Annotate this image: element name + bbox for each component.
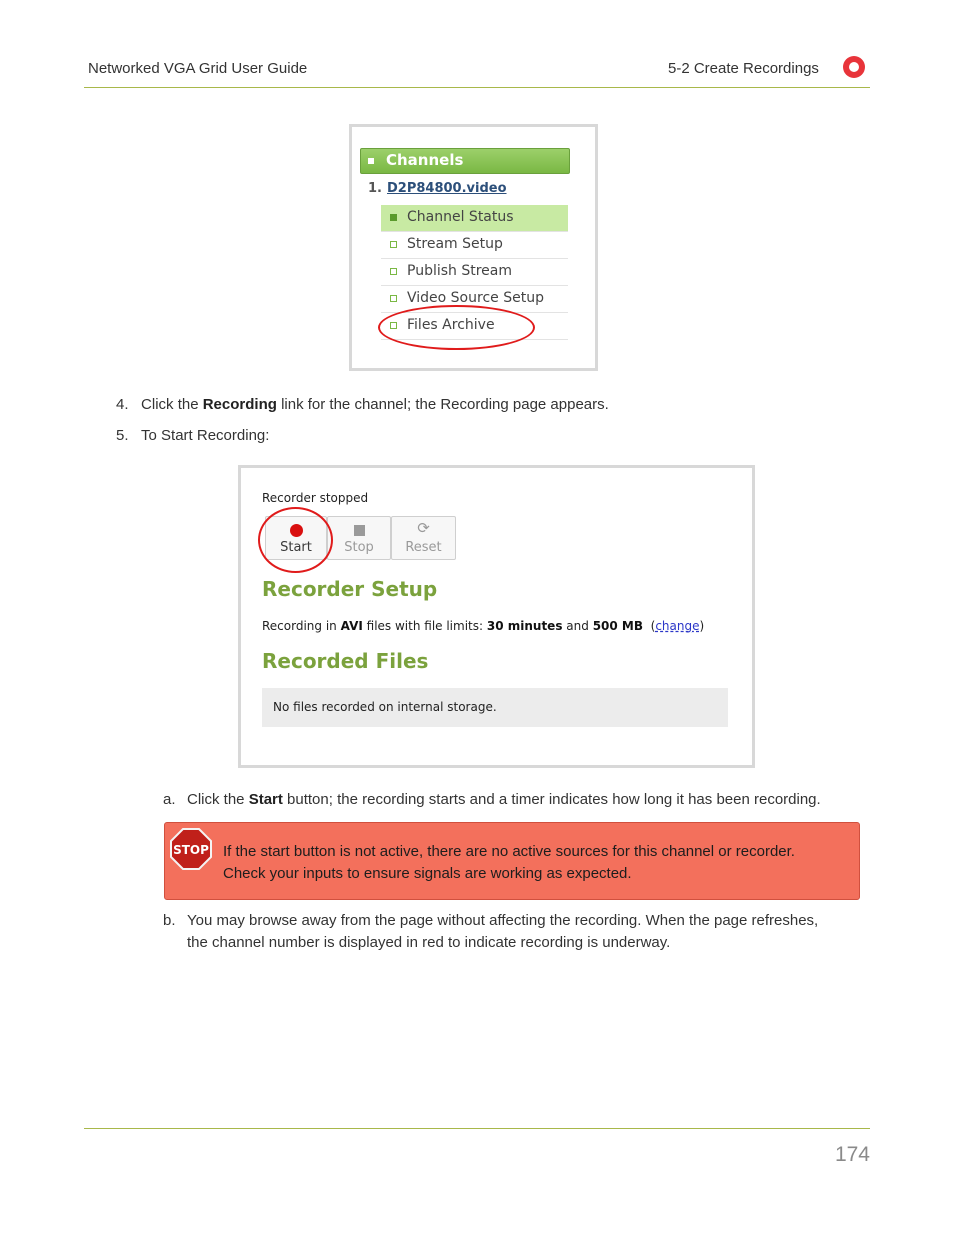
step-text: To Start Recording: [141,427,270,444]
recorded-files-panel [262,688,728,727]
svg-text:STOP: STOP [173,843,209,857]
step-number: 4. [116,396,129,413]
menu-item-publish-stream[interactable] [381,259,568,286]
page-number: 174 [834,1143,870,1166]
recorder-screenshot [238,465,755,768]
square-bullet-icon [390,214,397,221]
step-text: Click the [141,396,203,413]
step-5 [116,427,269,444]
menu-item-label: Files Archive [407,317,495,333]
menu-item-label: Publish Stream [407,263,513,279]
substep-letter: b. [163,912,176,929]
square-bullet-icon [390,268,397,275]
record-icon [842,55,866,79]
refresh-icon: ⟳ [417,519,430,537]
step-number: 5. [116,427,129,444]
menu-item-label: Stream Setup [407,236,503,252]
recorded-files-heading: Recorded Files [262,649,429,673]
warning-text: If the start button is not active, there are no active sources for this channel or recorder. Check your inputs to ensure signals are working as expected. [223,843,795,882]
channels-menu-header [360,148,570,174]
substep-letter: a. [163,791,176,808]
document-title: Networked VGA Grid User Guide [88,60,308,77]
highlight-ellipse [378,305,535,350]
menu-item-label: Channel Status [407,209,514,225]
footer-divider [84,1128,870,1129]
substep-b-text: You may browse away from the page without affecting the recording. When the page refreshes, the channel number is displayed in red to indicate recording is underway. [187,912,819,951]
reset-button[interactable] [391,516,456,560]
substep-a-text: Click the Start button; the recording starts and a timer indicates how long it has been recording. [187,791,821,808]
channel-number: 1. [368,181,382,196]
no-files-message: No files recorded on internal storage. [273,700,497,714]
square-bullet-icon [390,295,397,302]
step-text: link for the channel; the Recording page appears. [276,396,609,413]
substep-a [163,789,176,811]
highlight-ellipse [258,507,333,573]
substep-b [163,910,176,932]
channels-menu-screenshot [349,124,598,371]
recording-settings: Recording in AVI files with file limits: 30 minutes and 500 MB (change) [262,619,705,633]
square-bullet-icon [368,158,374,164]
stop-sign-icon [170,828,212,870]
step-bold-text: Recording [202,396,277,413]
section-title: 5-2 Create Recordings [668,60,819,77]
channels-menu-title: Channels [386,151,464,169]
change-link[interactable]: change [655,619,700,633]
stop-button-label: Stop [344,540,374,555]
recorder-setup-heading: Recorder Setup [262,577,438,601]
square-bullet-icon [390,241,397,248]
start-button-label: Start [280,540,312,555]
menu-item-channel-status[interactable] [381,205,568,232]
stop-square-icon [354,525,365,536]
warning-callout [164,822,860,900]
recorder-status: Recorder stopped [262,491,369,505]
reset-button-label: Reset [405,540,442,555]
step-4 [116,396,609,413]
channel-link[interactable]: D2P84800.video [387,181,507,196]
menu-item-stream-setup[interactable] [381,232,568,259]
stop-button[interactable] [327,516,391,560]
menu-item-label: Video Source Setup [407,290,544,306]
header-divider [84,87,870,88]
